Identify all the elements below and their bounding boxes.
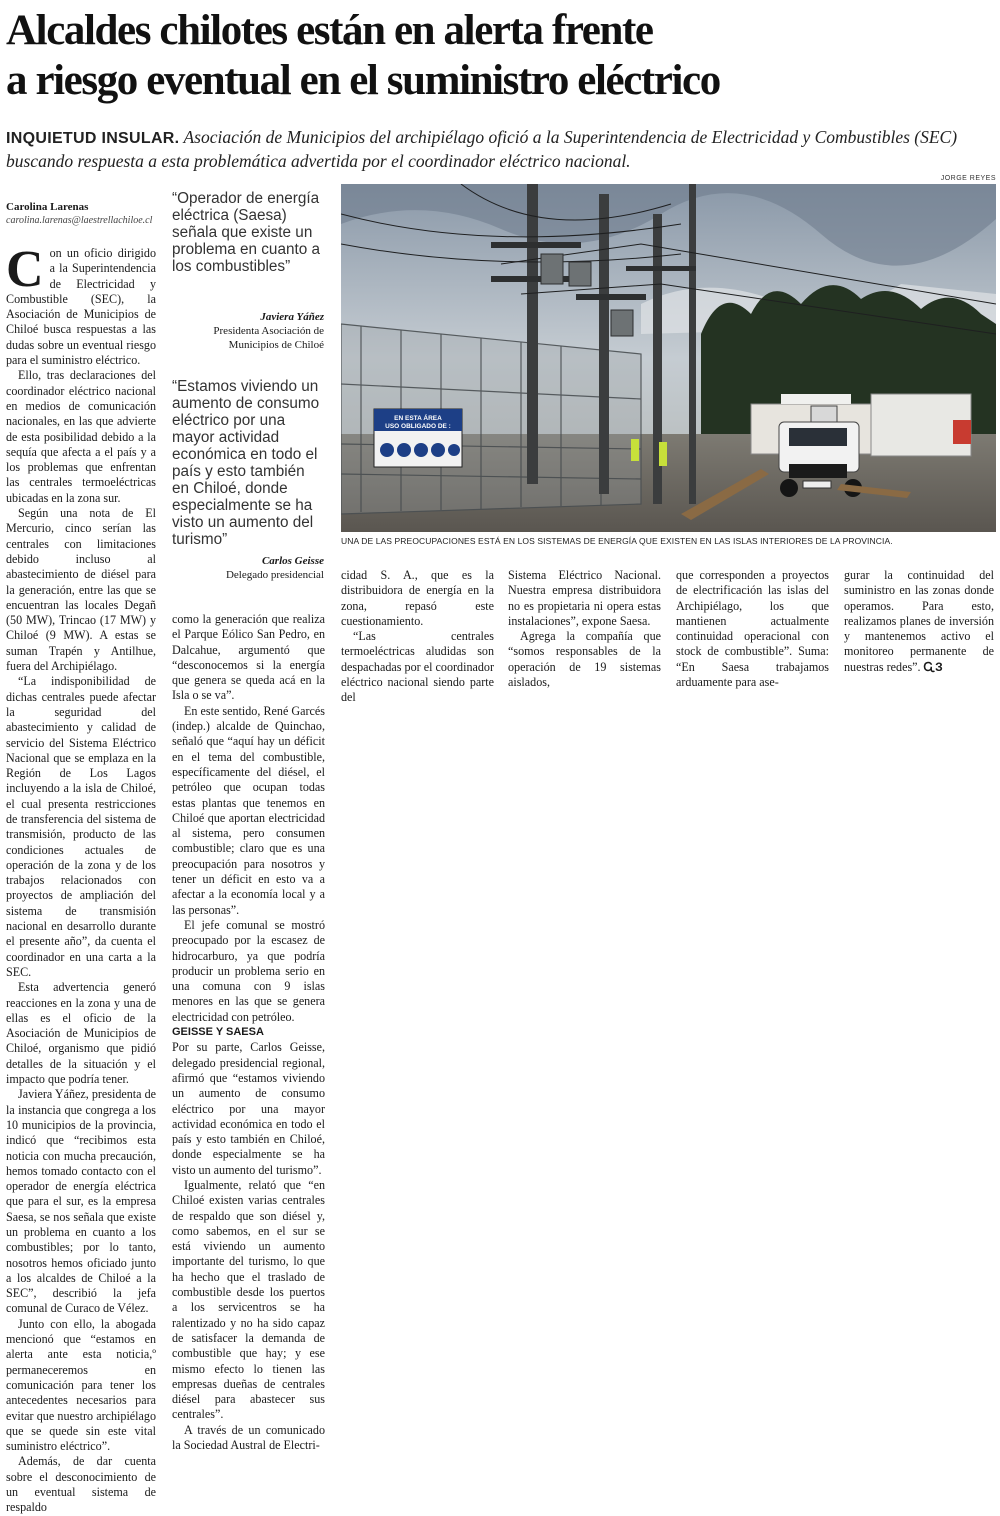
pull-quote-2: “Estamos viviendo un aumento de consumo eléctrico por una mayor actividad económica en todo el país y esto también en Chiloé, donde especialmente se ha visto un aumento del turismo” [172, 378, 320, 548]
photo-caption: UNA DE LAS PREOCUPACIONES ESTÁ EN LOS SISTEMAS DE ENERGÍA QUE EXISTEN EN LAS ISLAS INTERIORES DE LA PROVINCIA. [341, 536, 893, 546]
substation-illustration [341, 184, 996, 532]
safety-sign [374, 409, 462, 467]
paragraph: Por su parte, Carlos Geisse, delegado presidencial regional, afirmó que “estamos viviendo un aumento de consumo eléctrico por una mayor actividad económica en todo el país y esto también en Chiloé, donde especialmente se ha visto un aumento del turismo”. [172, 1040, 325, 1177]
author-name: Carolina Larenas [6, 201, 89, 213]
substation-photo [341, 184, 996, 532]
byline [6, 200, 166, 228]
paragraph: “Las centrales termoeléctricas aludidas son despachadas por el coordinador eléctrico nacional siendo parte del [341, 629, 494, 705]
subhead: GEISSE Y SAESA [172, 1026, 264, 1039]
quote-role: Delegado presidencial [225, 569, 324, 581]
column-4 [508, 568, 661, 690]
quote-name: Javiera Yáñez [260, 311, 324, 323]
pull-quote-2-source [172, 554, 324, 582]
paragraph: cidad S. A., que es la distribuidora de energía en la zona, repasó este cuestionamiento. [341, 568, 494, 628]
column-6 [844, 568, 994, 675]
pull-quote-1: “Operador de energía eléctrica (Saesa) señala que existe un problema en cuanto a los combustibles” [172, 190, 320, 275]
quote-role: Presidenta Asociación de Municipios de Chiloé [213, 325, 324, 351]
paragraph: Igualmente, relató que “en Chiloé existen varias centrales de respaldo que son diésel y, como sabemos, en el sur se está viviendo un aumento importante del turismo, lo que ha hecho que el traslado de combustible desde los puertos a los servicentros se ha ralentizado y no ha sido capaz de satisfacer la demanda de combustible que hay; y ese mismo efecto lo tienen las empresas dueñas de centrales diésel para abastecer sus centrales”. [172, 1177, 325, 1422]
paragraph: Javiera Yáñez, presidenta de la instancia que congrega a los 10 municipios de la provincia, indicó que “recibimos esta noticia con mucha precaución, hemos tomado contacto con el operador de energía eléctrica que para el sur, es la empresa Saesa, se nos señala que existe un problema en cuanto a los combustibles; por lo tanto, nosotros hemos oficiado junto a los alcaldes de Chiloé a la SEC”, describió la jefa comunal de Curaco de Vélez. [6, 1087, 156, 1316]
headline-line-1: Alcaldes chilotes están en alerta frente [6, 7, 653, 54]
paragraph: Según una nota de El Mercurio, cinco serían las centrales con limitaciones debido incluso al abastecimiento de diésel para la generación, entre las que se encuentran las locales Degañ (50 MW), Trincao (17 MW) y Chiloé (9 MW). A estas se suman Trapén y Antilhue, fuera del Archipiélago. [6, 506, 156, 674]
deck-kicker: INQUIETUD INSULAR. [6, 130, 180, 147]
deck-text: Asociación de Municipios del archipiélago ofició a la Superintendencia de Electricidad y Combustibles (SEC) buscando respuesta a esta problemática advertida por el coordinador eléctrico nacional. [6, 127, 958, 171]
sign-line-1: EN ESTA ÁREA [394, 415, 442, 422]
paragraph: Agrega la compañía que “somos responsables de la operación de 19 sistemas aislados, [508, 629, 661, 690]
headline-line-2: a riesgo eventual en el suministro eléctrico [6, 57, 720, 104]
paragraph: Esta advertencia generó reacciones en la zona y una de ellas es el oficio de la Asociación de Municipios de Chiloé, organismo que pidió detalles de la situación y el impacto que podría tener. [6, 980, 156, 1087]
photo-credit: JORGE REYES [940, 175, 996, 182]
paragraph: El jefe comunal se mostró preocupado por la escasez de hidrocarburo, ya que podría producir un problema serio en una comuna con 9 islas menores en las que se genera electricidad con petróleo. [172, 917, 325, 1024]
headline [6, 6, 996, 106]
paragraph: Con un oficio dirigido a la Superintendencia de Electricidad y Combustible (SEC), la Asociación de Municipios de Chiloé busca respuestas a las dudas sobre un eventual riesgo para el suministro eléctrico. [6, 241, 156, 368]
column-1 [6, 241, 156, 1516]
dropcap: C [6, 241, 44, 298]
paragraph: que corresponden a proyectos de electrificación las islas del Archipiélago, los que mantienen actualmente continuidad operacional con stock de combustible”. Suma: “En Saesa trabajamos arduamente para ase- [676, 568, 829, 690]
author-email: carolina.larenas@laestrellachiloe.cl [6, 215, 153, 226]
deck [6, 126, 996, 173]
paragraph: “La indisponibilidad de dichas centrales puede afectar la seguridad del abastecimiento y calidad de servicio del Sistema Eléctrico Nacional que se emplaza en la Región de Los Lagos incluyendo a la isla de Chiloé, el cual presenta restricciones de transferencia del sistema de transmisión, producto de las condiciones actuales de operación de la zona y de los trabajos relacionados con proyectos de ampliación del sistema de transmisión nacional en desarrollo durante el presente año”, da cuenta el coordinador en una carta a la SEC. [6, 674, 156, 979]
column-2 [172, 612, 325, 1453]
sign-line-2: USO OBLIGADO DE : [385, 423, 451, 430]
column-3 [341, 568, 494, 706]
paragraph: A través de un comunicado la Sociedad Austral de Electri- [172, 1422, 325, 1453]
column-5 [676, 568, 829, 690]
pull-quote-1-source [172, 310, 324, 352]
paragraph: Junto con ello, la abogada mencionó que “estamos en alerta ante esta noticia,º permaneceremos en comunicación para tener los antecedentes necesarios para evitar que nuestro archipiélago que se quede sin este vital suministro eléctrico”. [6, 1316, 156, 1454]
end-mark-icon: ᏩЗ [923, 659, 943, 674]
paragraph: En este sentido, René Garcés (indep.) alcalde de Quinchao, señaló que “aquí hay un déficit en el tema del combustible, específicamente del diésel, el petróleo que ocupan todas estas plantas que tenemos en Chiloé que aportan electricidad al sistema, pero consumen combustible; claro que es una preocupación para nosotros y tener un déficit en esto va a afectar a la economía local y a las personas”. [172, 703, 325, 917]
quote-name: Carlos Geisse [261, 555, 324, 567]
paragraph: como la generación que realiza el Parque Eólico San Pedro, en Dalcahue, argumentó que “desconocemos si la energía que genera se queda acá en la Isla o se va”. [172, 612, 325, 703]
paragraph: Ello, tras declaraciones del coordinador eléctrico nacional en medios de comunicación nacionales, en las que advierte de esta posibilidad debido a la sequía que afecta a el país y a los problemas que enfrentan las centrales termoeléctricas ubicadas en la zona sur. [6, 368, 156, 505]
paragraph: gurar la continuidad del suministro en las zonas donde operamos. Para esto, realizamos planes de inversión y mantenemos activo el monitoreo permanente de nuestras redes”. ᏩЗ [844, 568, 994, 674]
paragraph: Sistema Eléctrico Nacional. Nuestra empresa distribuidora no es propietaria ni opera estas instalaciones”, expone Saesa. [508, 568, 661, 628]
paragraph: Además, de dar cuenta sobre el desconocimiento de un eventual sistema de respaldo [6, 1454, 156, 1515]
